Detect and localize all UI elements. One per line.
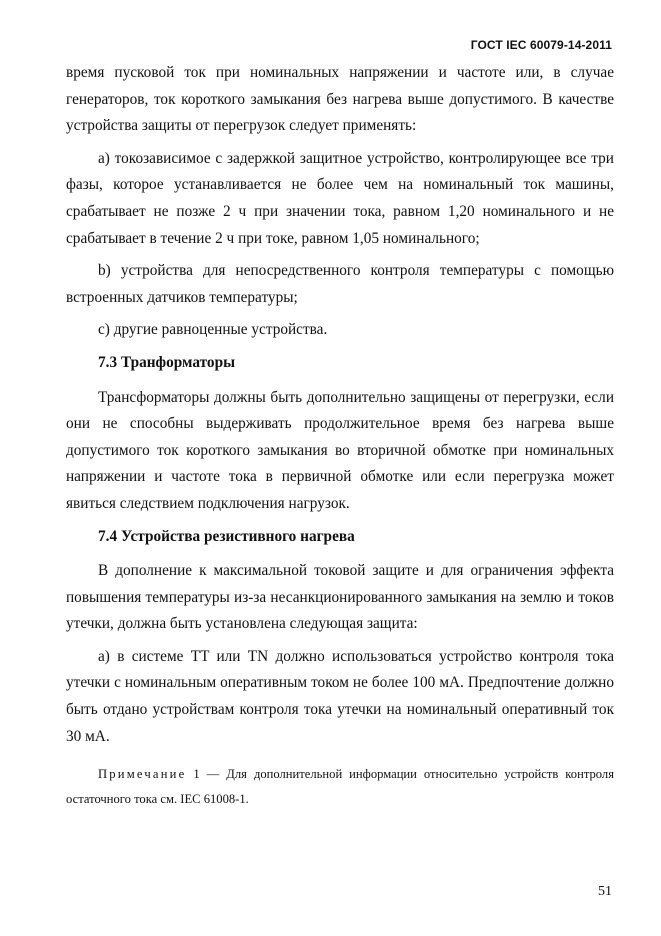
paragraph-transformers: Трансформаторы должны быть дополнительно защищены от перегрузки, если они не способны выдерживать продолжительное время без нагрева выше допустимого ток короткого замыкания во вторичной обмотке при номинальных напряжении и частоте тока в первичной обмотке или если перегрузка может явиться следствием подключения нагрузок. — [66, 388, 614, 512]
note — [66, 762, 614, 812]
page-body — [66, 60, 614, 825]
note-text: 1 — Для дополнительной информации относительно устройств контроля остаточного тока см. IEC 61008-1. — [66, 767, 614, 807]
section-heading-7-3: 7.3 Транформаторы — [98, 353, 236, 371]
list-item-c: c) другие равноценные устройства. — [98, 321, 328, 339]
page-number: 51 — [598, 884, 612, 899]
note-label: Примечание — [98, 767, 187, 782]
section-heading-7-4: 7.4 Устройства резистивного нагрева — [98, 527, 355, 545]
list-item-a: a) токозависимое с задержкой защитное устройство, контролирующее все три фазы, которое устанавливается не более чем на номинальный ток машины, срабатывает не позже 2 ч при значении тока, равном 1,20 номинального и не срабатывает в течение 2 ч при токе, равном 1,05 номинального; — [66, 149, 614, 247]
list-item-a-tt-tn: a) в системе TT или TN должно использоваться устройство контроля тока утечки с номинальным оперативным током не более 100 мА. Предпочтение должно быть отдано устройствам контроля тока утечки на номинальный оперативный ток 30 мА. — [66, 647, 614, 745]
document-header: ГОСТ IEC 60079-14-2011 — [470, 38, 612, 52]
paragraph-continuation: время пусковой ток при номинальных напряжении и частоте или, в случае генераторов, ток короткого замыкания без нагрева выше допустимого. В качестве устройства защиты от перегрузок следует применять: — [66, 64, 614, 135]
list-item-b: b) устройства для непосредственного контроля температуры с помощью встроенных датчиков температуры; — [66, 262, 614, 306]
paragraph-resistive-heating: В дополнение к максимальной токовой защите и для ограничения эффекта повышения температуры из-за несанкционированного замыкания на землю и токов утечки, должна быть установлена следующая защита: — [66, 562, 614, 633]
